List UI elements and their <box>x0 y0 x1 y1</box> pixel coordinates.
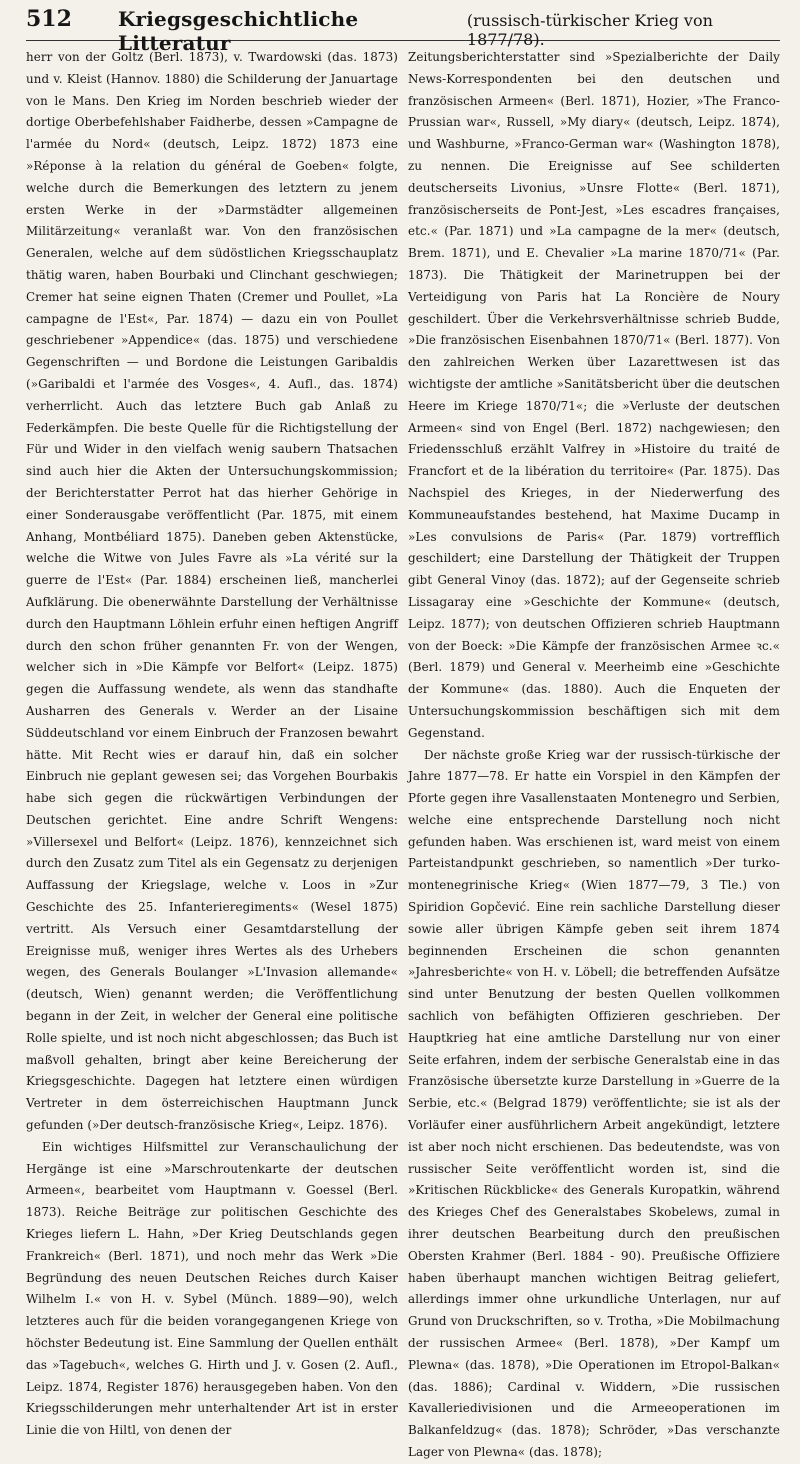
paragraph: Ein wichtiges Hilfsmittel zur Veranschaulichung der Hergänge ist eine »Marschroutenkarte der deutschen Armeen«, bearbeitet vom Hauptmann v. Goessel (Berl. 1873). Reiche Beiträge zur politischen Geschichte des Krieges liefern L. Hahn, »Der Krieg Deutschlands gegen Frankreich« (Berl. 1871), und noch mehr das Werk »Die Begründung des neuen Deutschen Reiches durch Kaiser Wilhelm I.« von H. v. Sybel (Münch. 1889—90), welch letzteres auch für die beiden vorangegangenen Kriege von höchster Bedeutung ist. Eine Sammlung der Quellen enthält das »Tagebuch«, welches G. Hirth und J. v. Gosen (2. Aufl., Leipz. 1874, Register 1876) herausgegeben haben. Von den Kriegsschilderungen mehr unterhaltender Art ist in erster Linie die von Hiltl, von denen der <box>26 1139 398 1438</box>
running-title: Kriegsgeschichtliche Litteratur <box>117 7 359 55</box>
paragraph: Zeitungsberichterstatter sind »Spezialberichte der Daily News-Korrespondenten bei den deutschen und französischen Armeen« (Berl. 1871), Hozier, »The Franco-Prussian war«, Russell, »My diary« (deutsch, Leipz. 1874), und Washburne, »Franco-German war« (Washington 1878), zu nennen. Die Ereignisse auf See schilderten deutscherseits Livonius, »Unsre Flotte« (Berl. 1871), französischerseits de Pont-Jest, »Les escadres françaises, etc.« (Par. 1871) und »La campagne de la mer« (deutsch, Brem. 1871), und E. Chevalier »La marine 1870/71« (Par. 1873). Die Thätigkeit der Marinetruppen bei der Verteidigung von Paris hat La Roncière de Noury geschildert. Über die Verkehrsverhältnisse schrieb Budde, »Die französischen Eisenbahnen 1870/71« (Berl. 1877). Von den zahlreichen Werken über Lazarettwesen ist das wichtigste der amtliche »Sanitätsbericht über die deutschen Heere im Kriege 1870/71«; die »Verluste der deutschen Armeen« sind von Engel (Berl. 1872) nachgewiesen; den Friedensschluß erzählt Valfrey in »Histoire du traité de Francfort et de la libération du territoire« (Par. 1875). Das Nachspiel des Krieges, in der Niederwerfung des Kommuneaufstandes bestehend, hat Maxime Ducamp in »Les convulsions de Paris« (Par. 1879) vortrefflich geschildert; eine Darstellung der Thätigkeit der Truppen gibt General Vinoy (das. 1872); auf der Gegenseite schrieb Lissagaray eine »Geschichte der Kommune« (deutsch, Leipz. 1877); von deutschen Offizieren schrieb Hauptmann von der Boeck: »Die Kämpfe der französischen Armee ꝛc.« (Berl. 1879) und General v. Meerheimb eine »Geschichte der Kommune« (das. 1880). Auch die Enqueten der Untersuchungskommission beschäftigen sich mit dem Gegenstand. <box>408 50 781 740</box>
page-header <box>26 6 780 55</box>
text-columns <box>26 47 780 1464</box>
right-column <box>408 47 780 1464</box>
page-number: 512 <box>26 6 72 32</box>
left-column <box>26 47 398 1464</box>
running-subtitle: (russisch-türkischer Krieg von 1877/78). <box>466 11 713 49</box>
paragraph: Der nächste große Krieg war der russisch-türkische der Jahre 1877—78. Er hatte ein Vorspiel in den Kämpfen der Pforte gegen ihre Vasallenstaaten Montenegro und Serbien, welche eine entsprechende Darstellung noch nicht gefunden haben. Was erschienen ist, ward meist von einem Parteistandpunkt geschrieben, so namentlich »Der turko-montenegrinische Krieg« (Wien 1877—79, 3 Tle.) von Spiridion Gopčević. Eine rein sachliche Darstellung dieser sowie aller übrigen Kämpfe geben seit ihrem 1874 beginnenden Erscheinen die schon genannten »Jahresberichte« von H. v. Löbell; die betreffenden Aufsätze sind unter Benutzung der besten Quellen vollkommen sachlich von befähigten Offizieren geschrieben. Der Hauptkrieg hat eine amtliche Darstellung nur von einer Seite erfahren, indem der serbische Generalstab eine in das Französische übersetzte kurze Darstellung in »Guerre de la Serbie, etc.« (Belgrad 1879) veröffentlichte; sie ist als der Vorläufer einer ausführlichern Arbeit angekündigt, letztere ist aber noch nicht erschienen. Das bedeutendste, was von russischer Seite veröffentlicht worden ist, sind die »Kritischen Rückblicke« des Generals Kuropatkin, während des Krieges Chef des Generalstabes Skobelews, zumal in ihrer deutschen Bearbeitung durch den preußischen Obersten Krahmer (Berl. 1884 - 90). Preußische Offiziere haben überhaupt manchen wichtigen Beitrag geliefert, allerdings immer ohne urkundliche Unterlagen, nur auf Grund von Druckschriften, so v. Trotha, »Die Mobilmachung der russischen Armee« (Berl. 1878), »Der Kampf um Plewna« (das. 1878), »Die Operationen im Etropol-Balkan« (das. 1886); Cardinal v. Widdern, »Die russischen Kavalleriedivisionen und die Armeeoperationen im Balkanfeldzug« (das. 1878); Schröder, »Das verschanzte Lager von Plewna« (das. 1878); <box>408 747 780 1459</box>
paragraph: herr von der Goltz (Berl. 1873), v. Twardowski (das. 1873) und v. Kleist (Hannov. 1880) die Schilderung der Januartage von le Mans. Den Krieg im Norden beschrieb wieder der dortige Oberbefehlshaber Faidherbe, dessen »Campagne de l'armée du Nord« (deutsch, Leipz. 1872) 1873 eine »Réponse à la relation du général de Goeben« folgte, welche durch die Bemerkungen des letztern zu jenem ersten Werke in der »Darmstädter allgemeinen Militärzeitung« veranlaßt war. Von den französischen Generalen, welche auf dem südöstlichen Kriegsschauplatz thätig waren, haben Bourbaki und Clinchant geschwiegen; Cremer hat seine eignen Thaten (Cremer und Poullet, »La campagne de l'Est«, Par. 1874) — dazu ein von Poullet geschriebener »Appendice« (das. 1875) und verschiedene Gegenschriften — und Bordone die Leistungen Garibaldis (»Garibaldi et l'armée des Vosges«, 4. Aufl., das. 1874) verherrlicht. Auch das letztere Buch gab Anlaß zu Federkämpfen. Die beste Quelle für die Richtigstellung der Für und Wider in den vielfach wenig saubern Thatsachen sind auch hier die Akten der Untersuchungskommission; der Berichterstatter Perrot hat das hierher Gehörige in einer Sonderausgabe veröffentlicht (Par. 1875, mit einem Anhang, Montbéliard 1875). Daneben geben Aktenstücke, welche die Witwe von Jules Favre als »La vérité sur la guerre de l'Est« (Par. 1884) erscheinen ließ, mancherlei Aufklärung. Die obenerwähnte Darstellung der Verhältnisse durch den Hauptmann Löhlein erfuhr einen heftigen Angriff durch den schon früher genannten Fr. von der Wengen, welcher sich in »Die Kämpfe vor Belfort« (Leipz. 1875) gegen die Auffassung wendete, als wenn das standhafte Ausharren des Generals v. Werder an der Lisaine Süddeutschland vor einem Einbruch der Franzosen bewahrt hätte. Mit Recht wies er darauf hin, daß ein solcher Einbruch nie geplant gewesen sei; das Vorgehen Bourbakis habe sich gegen die rückwärtigen Verbindungen der Deutschen gerichtet. Eine andre Schrift Wengens: »Villersexel und Belfort« (Leipz. 1876), kennzeichnet sich durch den Zusatz zum Titel als ein Gegensatz zu derjenigen Auffassung der Kriegslage, welche v. Loos in »Zur Geschichte des 25. Infanterieregiments« (Wesel 1875) vertritt. Als Versuch einer Gesamtdarstellung der Ereignisse muß, weniger ihres Wertes als des Urhebers wegen, des Generals Boulanger »L'Invasion allemande« (deutsch, Wien) genannt werden; die Veröffentlichung begann in der Zeit, in welcher der General eine politische Rolle spielte, und ist noch nicht abgeschlossen; das Buch ist maßvoll gehalten, bringt aber keine Bereicherung der Kriegsgeschichte. Dagegen hat letztere einen würdigen Vertreter in dem österreichischen Hauptmann Junck gefunden (»Der deutsch-französische Krieg«, Leipz. 1876). <box>26 50 398 1133</box>
